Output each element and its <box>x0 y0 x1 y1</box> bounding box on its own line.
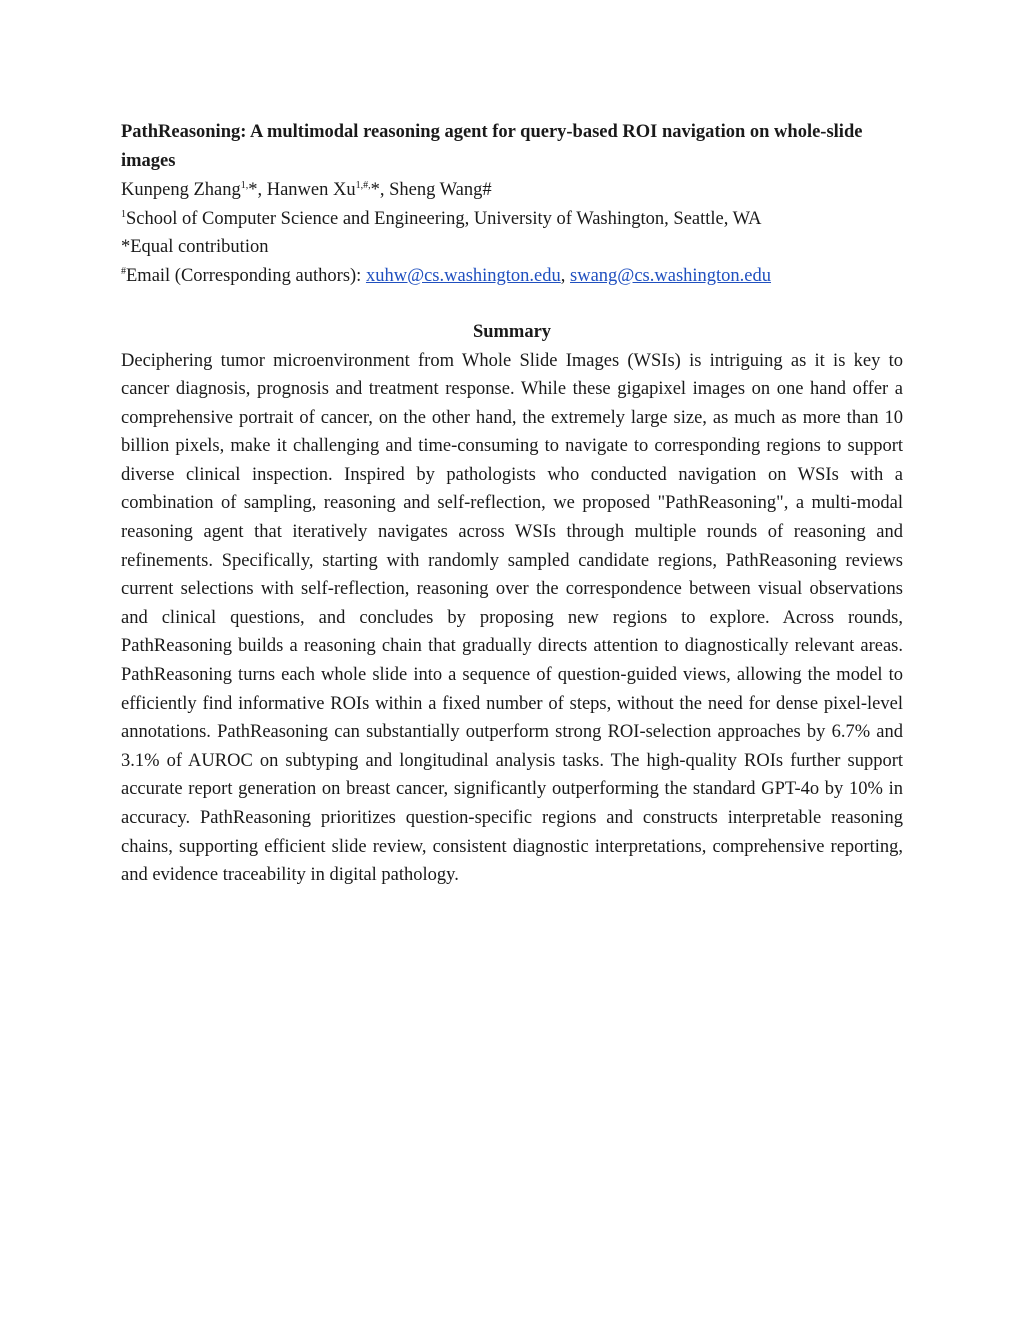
equal-contribution-note: *Equal contribution <box>121 237 269 257</box>
author-name: Sheng Wang# <box>389 180 492 200</box>
email-link-wang[interactable]: swang@cs.washington.edu <box>570 265 772 286</box>
affiliation-text: School of Computer Science and Engineering, University of Washington, Seattle, WA <box>126 208 762 229</box>
corresponding-label: Email (Corresponding authors): <box>126 265 366 286</box>
author-name: Hanwen Xu <box>266 180 356 200</box>
author-affiliation-mark: 1, <box>240 180 249 191</box>
corresponding-mark: # <box>121 265 126 277</box>
summary-heading: Summary <box>472 322 552 342</box>
author-equal-mark: *, <box>370 180 390 200</box>
author-name: Kunpeng Zhang <box>121 180 241 200</box>
paper-title: PathReasoning: A multimodal reasoning agent for query-based ROI navigation on whole-slide images <box>121 122 863 171</box>
author-affiliation-mark: 1,#, <box>355 180 371 191</box>
paper-page <box>121 118 903 890</box>
affiliation-mark: 1 <box>121 208 126 220</box>
affiliation-line <box>121 205 903 234</box>
author-line <box>121 176 903 205</box>
email-link-xu[interactable]: xuhw@cs.washington.edu <box>365 265 561 286</box>
email-separator: , <box>560 265 571 286</box>
corresponding-authors-line <box>121 262 903 291</box>
author-equal-mark: *, <box>248 180 267 200</box>
summary-body: Deciphering tumor microenvironment from Whole Slide Images (WSIs) is intriguing as it is key to cancer diagnosis, prognosis and treatment response. While these gigapixel images on one hand offer a comprehensive portrait of cancer, on the other hand, the extremely large size, as much as more than 10 billion pixels, make it challenging and time-consuming to navigate to corresponding regions to support diverse clinical inspection. Inspired by pathologists who conducted navigation on WSIs with a combination of sampling, reasoning and self-reflection, we proposed "PathReasoning", a multi-modal reasoning agent that iteratively navigates across WSIs through multiple rounds of reasoning and refinements. Specifically, starting with randomly sampled candidate regions, PathReasoning reviews current selections with self-reflection, reasoning over the correspondence between visual observations and clinical questions, and concludes by proposing new regions to explore. Across rounds, PathReasoning builds a reasoning chain that gradually directs attention to diagnostically relevant areas. PathReasoning turns each whole slide into a sequence of question-guided views, allowing the model to efficiently find informative ROIs within a fixed number of steps, without the need for dense pixel-level annotations. PathReasoning can substantially outperform strong ROI-selection approaches by 6.7% and 3.1% of AUROC on subtyping and longitudinal analysis tasks. The high-quality ROIs further support accurate report generation on breast cancer, significantly outperforming the standard GPT-4o by 10% in accuracy. PathReasoning prioritizes question-specific regions and constructs interpretable reasoning chains, supporting efficient slide review, consistent diagnostic interpretations, comprehensive reporting, and evidence traceability in digital pathology. <box>121 350 903 886</box>
